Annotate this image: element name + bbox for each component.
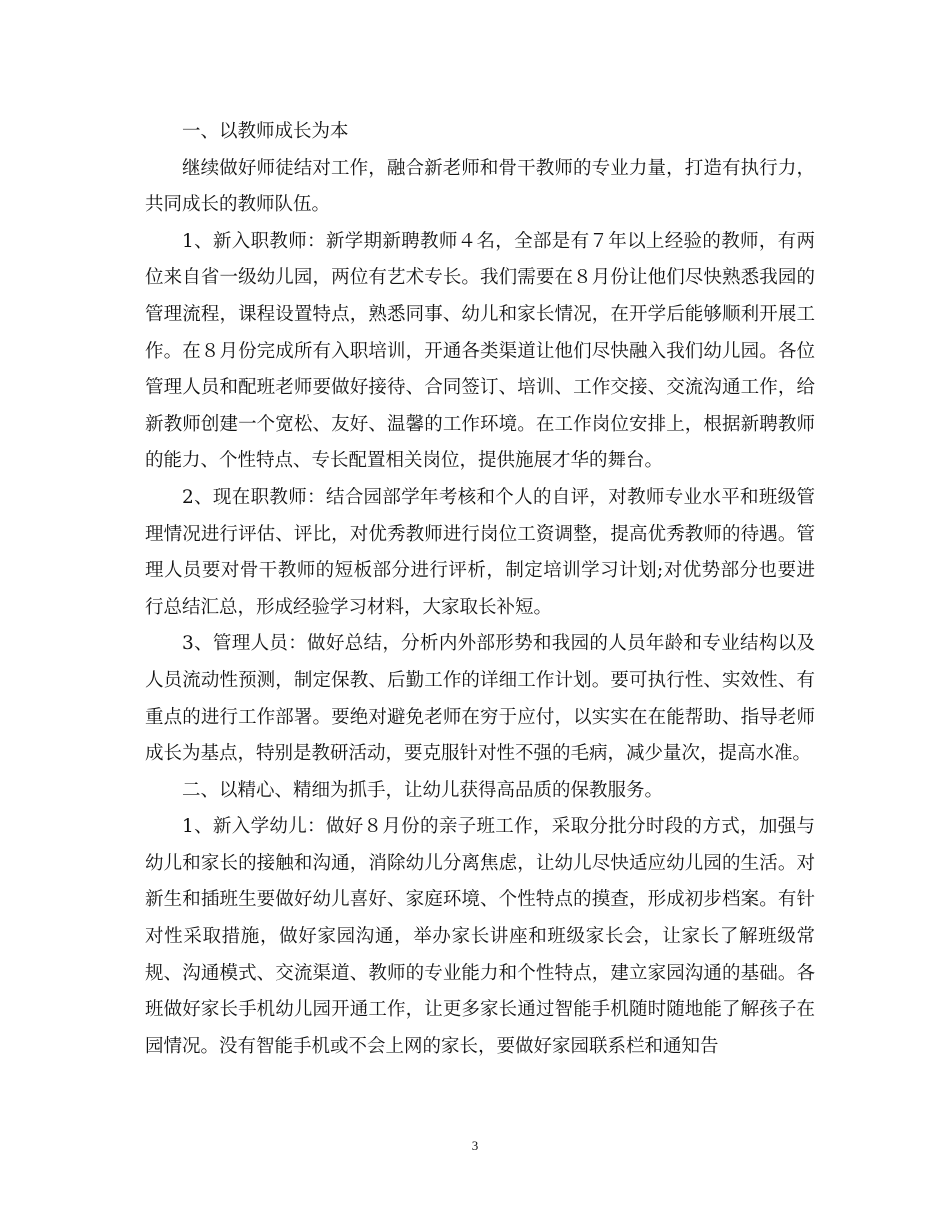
paragraph-mentoring: 继续做好师徒结对工作，融合新老师和骨干教师的专业力量，打造有执行力，共同成长的教师队伍。 bbox=[145, 157, 815, 216]
page-number: 3 bbox=[471, 1138, 479, 1153]
paragraph-management-staff: 3、管理人员：做好总结，分析内外部形势和我园的人员年龄和专业结构以及人员流动性预测，制定保教、后勤工作的详细工作计划。要可执行性、实效性、有重点的进行工作部署。要绝对避免老师在穷于应付，以实实在在能帮助、指导老师成长为基点，特别是教研活动，要克服针对性不强的毛病，减少量次，提高水准。 bbox=[145, 633, 815, 765]
section-heading-care-service: 二、以精心、精细为抓手，让幼儿获得高品质的保教服务。 bbox=[182, 779, 664, 801]
paragraph-new-teachers: 1、新入职教师：新学期新聘教师４名，全部是有７年以上经验的教师，有两位来自省一级幼儿园，两位有艺术专长。我们需要在８月份让他们尽快熟悉我园的管理流程，课程设置特点，熟悉同事、幼儿和家长情况，在开学后能够顺利开展工作。在８月份完成所有入职培训，开通各类渠道让他们尽快融入我们幼儿园。各位管理人员和配班老师要做好接待、合同签订、培训、工作交接、交流沟通工作，给新教师创建一个宽松、友好、温馨的工作环境。在工作岗位安排上，根据新聘教师的能力、个性特点、专长配置相关岗位，提供施展才华的舞台。 bbox=[145, 230, 815, 472]
page-body bbox=[145, 114, 815, 1065]
paragraph-current-teachers: 2、现在职教师：结合园部学年考核和个人的自评，对教师专业水平和班级管理情况进行评估、评比，对优秀教师进行岗位工资调整，提高优秀教师的待遇。管理人员要对骨干教师的短板部分进行评析，制定培训学习计划;对优势部分也要进行总结汇总，形成经验学习材料，大家取长补短。 bbox=[145, 486, 815, 618]
section-heading-teacher-growth: 一、以教师成长为本 bbox=[182, 121, 349, 142]
paragraph-new-children: 1、新入学幼儿：做好８月份的亲子班工作，采取分批分时段的方式，加强与幼儿和家长的接触和沟通，消除幼儿分离焦虑，让幼儿尽快适应幼儿园的生活。对新生和插班生要做好幼儿喜好、家庭环境、个性特点的摸查，形成初步档案。有针对性采取措施，做好家园沟通，举办家长讲座和班级家长会，让家长了解班级常规、沟通模式、交流渠道、教师的专业能力和个性特点，建立家园沟通的基础。各班做好家长手机幼儿园开通工作，让更多家长通过智能手机随时随地能了解孩子在园情况。没有智能手机或不会上网的家长，要做好家园联系栏和通知告 bbox=[145, 816, 815, 1057]
